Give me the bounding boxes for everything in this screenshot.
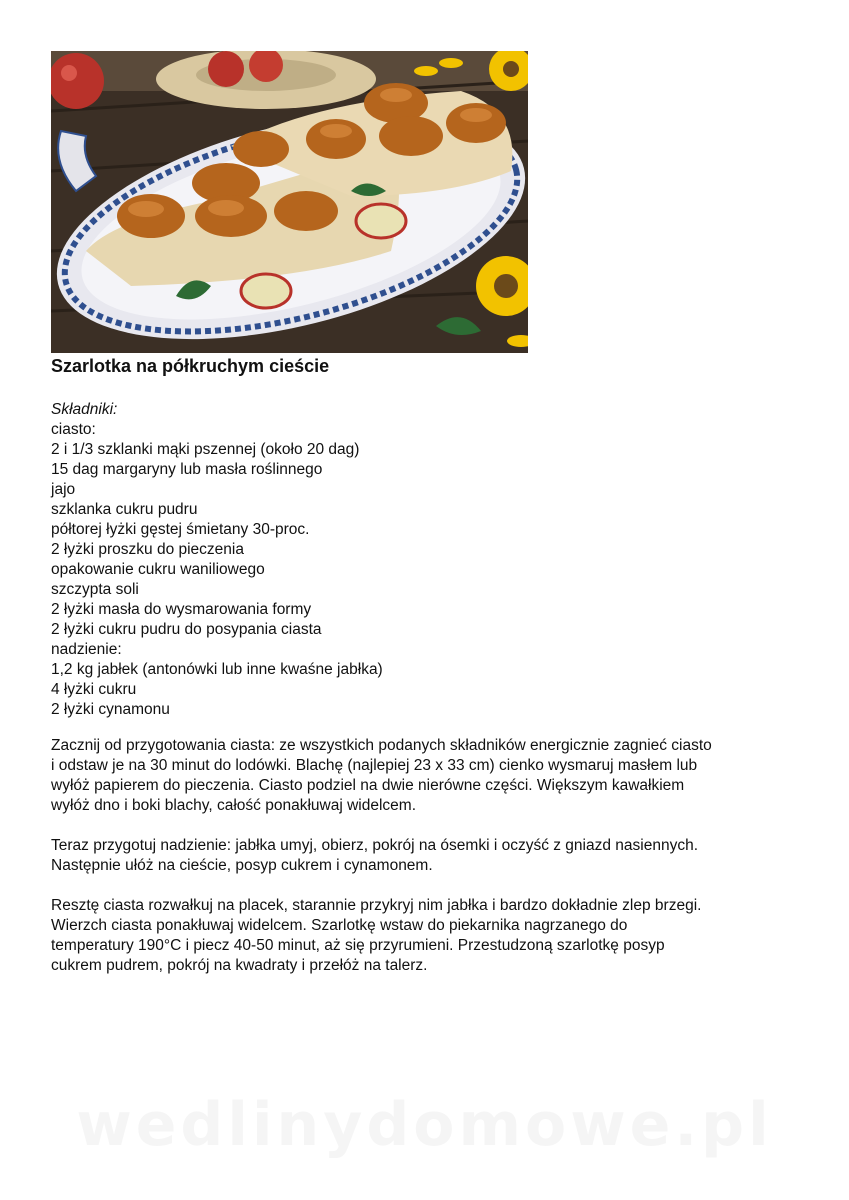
ingredient-line: 4 łyżki cukru (51, 681, 137, 698)
ingredient-line: 2 łyżki masła do wysmarowania formy (51, 601, 312, 618)
ingredient-line: nadzienie: (51, 641, 122, 658)
step-paragraph: Zacznij od przygotowania ciasta: ze wszystkich podanych składników energicznie zagnieć ciasto i odstaw je na 30 minut do lodówki. Blachę (najlepiej 23 x 33 cm) cienko wysmaruj masłem lub wyłóż papierem do pieczenia. Ciasto podziel na dwie nierówne części. Większym kawałkiem wyłóż dno i boki blachy, całość ponakłuwaj widelcem. (51, 737, 712, 814)
ingredient-line: jajo (51, 481, 76, 498)
ingredient-line: ciasto: (51, 421, 96, 438)
site-watermark: wedlinydomowe.pl (76, 1090, 773, 1160)
ingredient-line: szczypta soli (51, 581, 139, 598)
step-paragraph: Resztę ciasta rozwałkuj na placek, starannie przykryj nim jabłka i bardzo dokładnie zlep brzegi. Wierzch ciasta ponakłuwaj widelcem. Szarlotkę wstaw do piekarnika nagrzanego do temperatury 190°C i piecz 40-50 minut, aż się przyrumieni. Przestudzoną szarlotkę posyp cukrem pudrem, pokrój na kwadraty i przełóż na talerz. (51, 897, 702, 974)
recipe-title: Szarlotka na półkruchym cieście (51, 356, 330, 376)
ingredient-line: opakowanie cukru waniliowego (51, 561, 265, 578)
ingredients-list (51, 400, 383, 720)
preparation-steps (51, 736, 811, 996)
ingredient-line: półtorej łyżki gęstej śmietany 30-proc. (51, 521, 310, 538)
recipe-photo (51, 51, 528, 353)
ingredient-line: 2 łyżki proszku do pieczenia (51, 541, 244, 558)
ingredient-line: 2 łyżki cukru pudru do posypania ciasta (51, 621, 322, 638)
ingredients-heading: Składniki: (51, 401, 118, 418)
ingredient-line: 1,2 kg jabłek (antonówki lub inne kwaśne jabłka) (51, 661, 383, 678)
step-paragraph: Teraz przygotuj nadzienie: jabłka umyj, obierz, pokrój na ósemki i oczyść z gniazd nasiennych. Następnie ułóż na cieście, posyp cukrem i cynamonem. (51, 837, 699, 874)
ingredient-line: 15 dag margaryny lub masła roślinnego (51, 461, 323, 478)
ingredient-line: szklanka cukru pudru (51, 501, 198, 518)
ingredient-line: 2 i 1/3 szklanki mąki pszennej (około 20 dag) (51, 441, 360, 458)
ingredient-line: 2 łyżki cynamonu (51, 701, 170, 718)
